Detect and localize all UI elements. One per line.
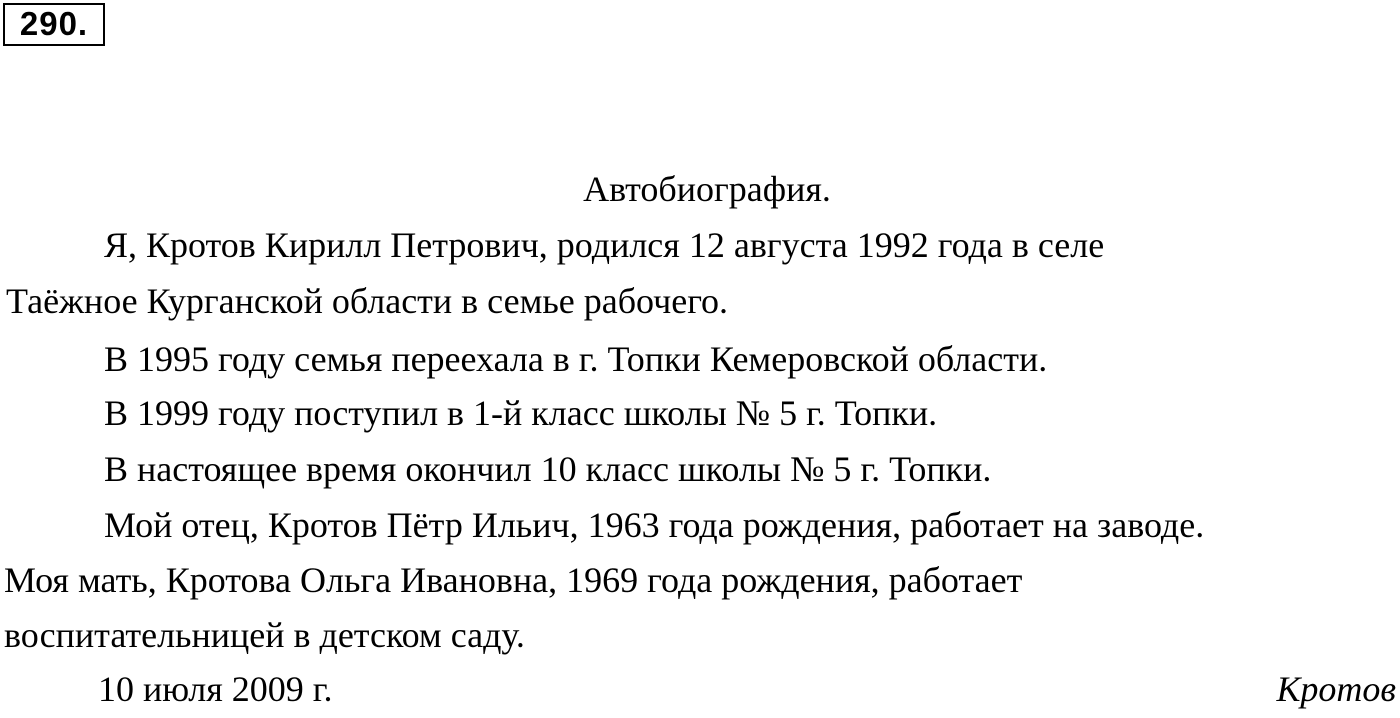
exercise-number: 290. [3,3,105,46]
paragraph-line: В настоящее время окончил 10 класс школы № 5 г. Топки. [104,449,992,489]
paragraph-line: Я, Кротов Кирилл Петрович, родился 12 августа 1992 года в селе [104,225,1105,265]
signature: Кротов [1276,669,1396,709]
paragraph-line: Мой отец, Кротов Пётр Ильич, 1963 года рождения, работает на заводе. [104,505,1205,545]
paragraph-line: В 1995 году семья переехала в г. Топки Кемеровской области. [104,339,1048,379]
document-title: Автобиография. [583,169,831,209]
paragraph-line: В 1999 году поступил в 1-й класс школы № 5 г. Топки. [104,393,938,433]
paragraph-line: воспитательницей в детском саду. [4,615,525,655]
document-date: 10 июля 2009 г. [98,669,333,709]
paragraph-line: Таёжное Курганской области в семье рабочего. [6,281,729,321]
paragraph-line: Моя мать, Кротова Ольга Ивановна, 1969 года рождения, работает [4,560,1023,600]
